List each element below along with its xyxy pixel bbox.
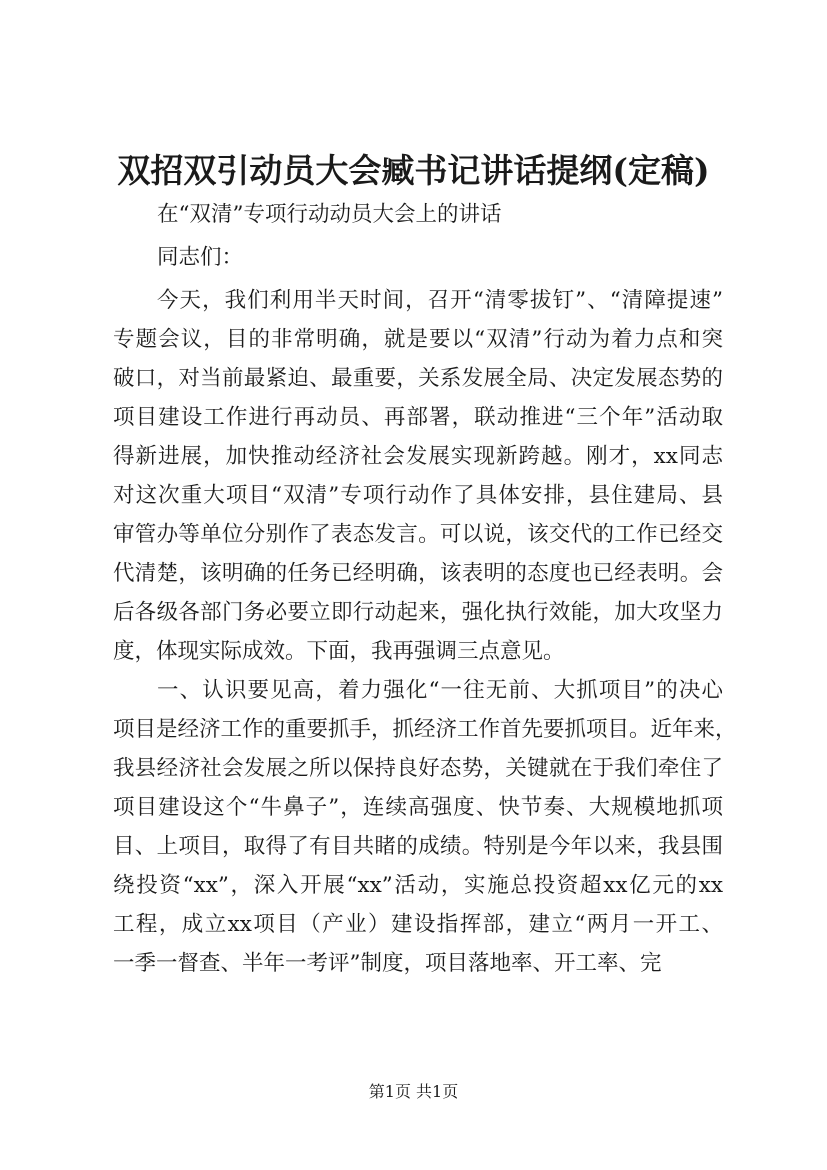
body-line: 一季一督查、半年一考评”制度，项目落地率、开工率、完 xyxy=(113,951,662,976)
body-line: 项目建设这个“牛鼻子”，连续高强度、快节奏、大规模地抓项 xyxy=(113,795,723,820)
body-line: 审管办等单位分别作了表态发言。可以说，该交代的工作已经交 xyxy=(113,522,723,547)
body-line: 得新进展，加快推动经济社会发展实现新跨越。刚才，xx同志 xyxy=(113,444,723,469)
body-line: 目、上项目，取得了有目共睹的成绩。特别是今年以来，我县围 xyxy=(113,834,723,859)
document-subtitle: 在“双清”专项行动动员大会上的讲话 xyxy=(157,202,502,227)
section-heading: 一、认识要见高，着力强化“一往无前、大抓项目”的决心 xyxy=(157,678,723,703)
body-line: 今天，我们利用半天时间，召开“清零拔钉”、“清障提速” xyxy=(157,288,723,313)
body-line: 破口，对当前最紧迫、最重要，关系发展全局、决定发展态势的 xyxy=(113,366,723,391)
body-line: 后各级各部门务必要立即行动起来，强化执行效能，加大攻坚力 xyxy=(113,600,723,625)
body-line: 项目是经济工作的重要抓手，抓经济工作首先要抓项目。近年来， xyxy=(113,717,737,742)
body-line: 专题会议，目的非常明确，就是要以“双清”行动为着力点和突 xyxy=(113,327,723,352)
salutation: 同志们： xyxy=(157,245,244,270)
body-line: 绕投资“xx”，深入开展“xx”活动，实施总投资超xx亿元的xx xyxy=(113,873,723,898)
body-line: 项目建设工作进行再动员、再部署，联动推进“三个年”活动取 xyxy=(113,405,723,430)
document-title: 双招双引动员大会臧书记讲话提纲(定稿) xyxy=(117,151,710,190)
body-line: 工程，成立xx项目（产业）建设指挥部，建立“两月一开工、 xyxy=(113,912,723,937)
body-line: 我县经济社会发展之所以保持良好态势，关键就在于我们牵住了 xyxy=(113,756,723,781)
body-line: 代清楚，该明确的任务已经明确，该表明的态度也已经表明。会 xyxy=(113,561,723,586)
body-line: 对这次重大项目“双清”专项行动作了具体安排，县住建局、县 xyxy=(113,483,723,508)
page-number: 第1页 共1页 xyxy=(368,1082,459,1101)
body-line: 度，体现实际成效。下面，我再强调三点意见。 xyxy=(113,639,565,664)
